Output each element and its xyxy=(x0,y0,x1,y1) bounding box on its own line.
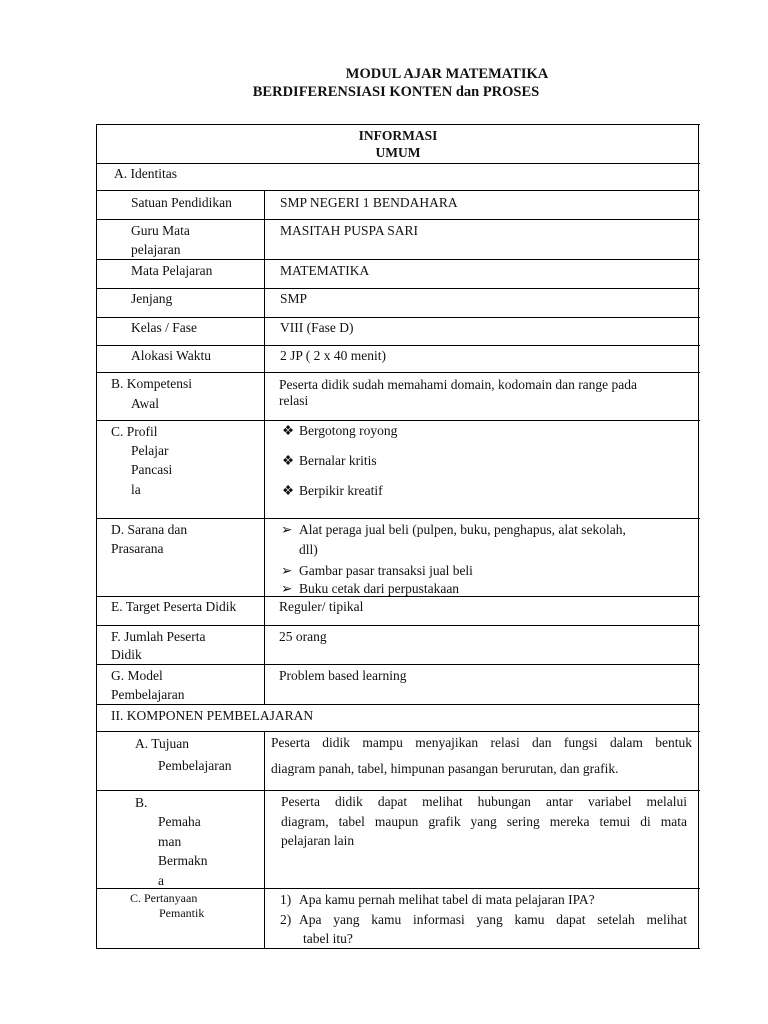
sarana-item-2: Gambar pasar transaksi jual beli xyxy=(299,563,473,578)
value-jumlah: 25 orang xyxy=(279,629,327,644)
label-profil-l3: Pancasi xyxy=(131,462,173,477)
arrow-bullet-icon: ➢ xyxy=(281,563,293,578)
label-pemahaman-l1: B. xyxy=(135,795,148,810)
label-pertanyaan-l2: Pemantik xyxy=(159,906,205,920)
label-jenjang: Jenjang xyxy=(131,291,173,306)
label-profil-l1: C. Profil xyxy=(111,424,158,439)
profil-item-1: Bergotong royong xyxy=(299,423,398,438)
value-tujuan-l2: diagram panah, tabel, himpunan pasangan berurutan, dan grafik. xyxy=(271,761,619,776)
question-1-text: Apa kamu pernah melihat tabel di mata pelajaran IPA? xyxy=(299,892,595,907)
value-satuan-pendidikan: SMP NEGERI 1 BENDAHARA xyxy=(280,195,458,210)
label-target: E. Target Peserta Didik xyxy=(111,599,237,614)
value-target: Reguler/ tipikal xyxy=(279,599,364,614)
value-tujuan-l1: Peserta didik mampu menyajikan relasi dan fungsi dalam bentuk xyxy=(271,735,692,750)
value-mata-pelajaran: MATEMATIKA xyxy=(280,263,370,278)
komponen-heading: II. KOMPONEN PEMBELAJARAN xyxy=(111,708,314,723)
label-model-l1: G. Model xyxy=(111,668,163,683)
arrow-bullet-icon: ➢ xyxy=(281,522,293,537)
label-kompetensi-l2: Awal xyxy=(131,396,160,411)
label-jumlah-l1: F. Jumlah Peserta xyxy=(111,629,206,644)
label-pertanyaan-l1: C. Pertanyaan xyxy=(130,891,198,905)
question-2-text-l2: tabel itu? xyxy=(303,931,353,946)
value-model: Problem based learning xyxy=(279,668,407,683)
diamond-bullet-icon: ❖ xyxy=(282,483,295,498)
label-model-l2: Pembelajaran xyxy=(111,687,185,702)
label-mata-pelajaran: Mata Pelajaran xyxy=(131,263,213,278)
question-2-number: 2) xyxy=(280,912,292,927)
value-guru-mata: MASITAH PUSPA SARI xyxy=(280,223,418,238)
label-jumlah-l2: Didik xyxy=(111,647,142,662)
label-tujuan-l1: A. Tujuan xyxy=(135,736,190,751)
label-pemahaman-l2: Pemaha xyxy=(158,814,201,829)
value-jenjang: SMP xyxy=(280,291,308,306)
label-pemahaman-l5: a xyxy=(158,873,164,888)
label-satuan-pendidikan: Satuan Pendidikan xyxy=(131,195,232,210)
label-alokasi-waktu: Alokasi Waktu xyxy=(131,348,212,363)
document-title-line1: MODUL AJAR MATEMATIKA xyxy=(345,66,549,82)
label-profil-l4: la xyxy=(131,482,141,497)
sarana-item-3: Buku cetak dari perpustakaan xyxy=(299,581,460,596)
label-tujuan-l2: Pembelajaran xyxy=(158,758,232,773)
diamond-bullet-icon: ❖ xyxy=(282,423,295,438)
label-guru-mata-l1: Guru Mata xyxy=(131,223,190,238)
label-profil-l2: Pelajar xyxy=(131,443,169,458)
value-alokasi-waktu: 2 JP ( 2 x 40 menit) xyxy=(280,348,386,363)
info-header-line1: INFORMASI xyxy=(358,128,438,143)
value-kelas-fase: VIII (Fase D) xyxy=(280,320,354,335)
value-kompetensi-l1: Peserta didik sudah memahami domain, kodomain dan range pada xyxy=(279,377,638,392)
label-pemahaman-l4: Bermakn xyxy=(158,853,208,868)
diamond-bullet-icon: ❖ xyxy=(282,453,295,468)
label-kompetensi-l1: B. Kompetensi xyxy=(111,376,192,391)
question-2-text-l1: Apa yang kamu informasi yang kamu dapat setelah melihat xyxy=(299,912,687,927)
value-pemahaman-l2: diagram, tabel maupun grafik yang sering mereka temui di mata xyxy=(281,814,687,829)
profil-item-3: Berpikir kreatif xyxy=(299,483,383,498)
label-sarana-l1: D. Sarana dan xyxy=(111,522,188,537)
document-title-line2: BERDIFERENSIASI KONTEN dan PROSES xyxy=(252,84,540,100)
sarana-item-1-l2: dll) xyxy=(299,542,318,557)
sarana-item-1-l1: Alat peraga jual beli (pulpen, buku, penghapus, alat sekolah, xyxy=(299,522,626,537)
label-sarana-l2: Prasarana xyxy=(111,541,164,556)
label-kelas-fase: Kelas / Fase xyxy=(131,320,197,335)
info-header-line2: UMUM xyxy=(375,145,421,160)
profil-item-2: Bernalar kritis xyxy=(299,453,377,468)
identitas-heading: A. Identitas xyxy=(114,166,177,181)
value-pemahaman-l3: pelajaran lain xyxy=(281,833,355,848)
label-pemahaman-l3: man xyxy=(158,834,182,849)
value-kompetensi-l2: relasi xyxy=(279,393,309,408)
question-1-number: 1) xyxy=(280,892,292,907)
label-guru-mata-l2: pelajaran xyxy=(131,242,181,257)
value-pemahaman-l1: Peserta didik dapat melihat hubungan antar variabel melalui xyxy=(281,794,687,809)
arrow-bullet-icon: ➢ xyxy=(281,581,293,596)
